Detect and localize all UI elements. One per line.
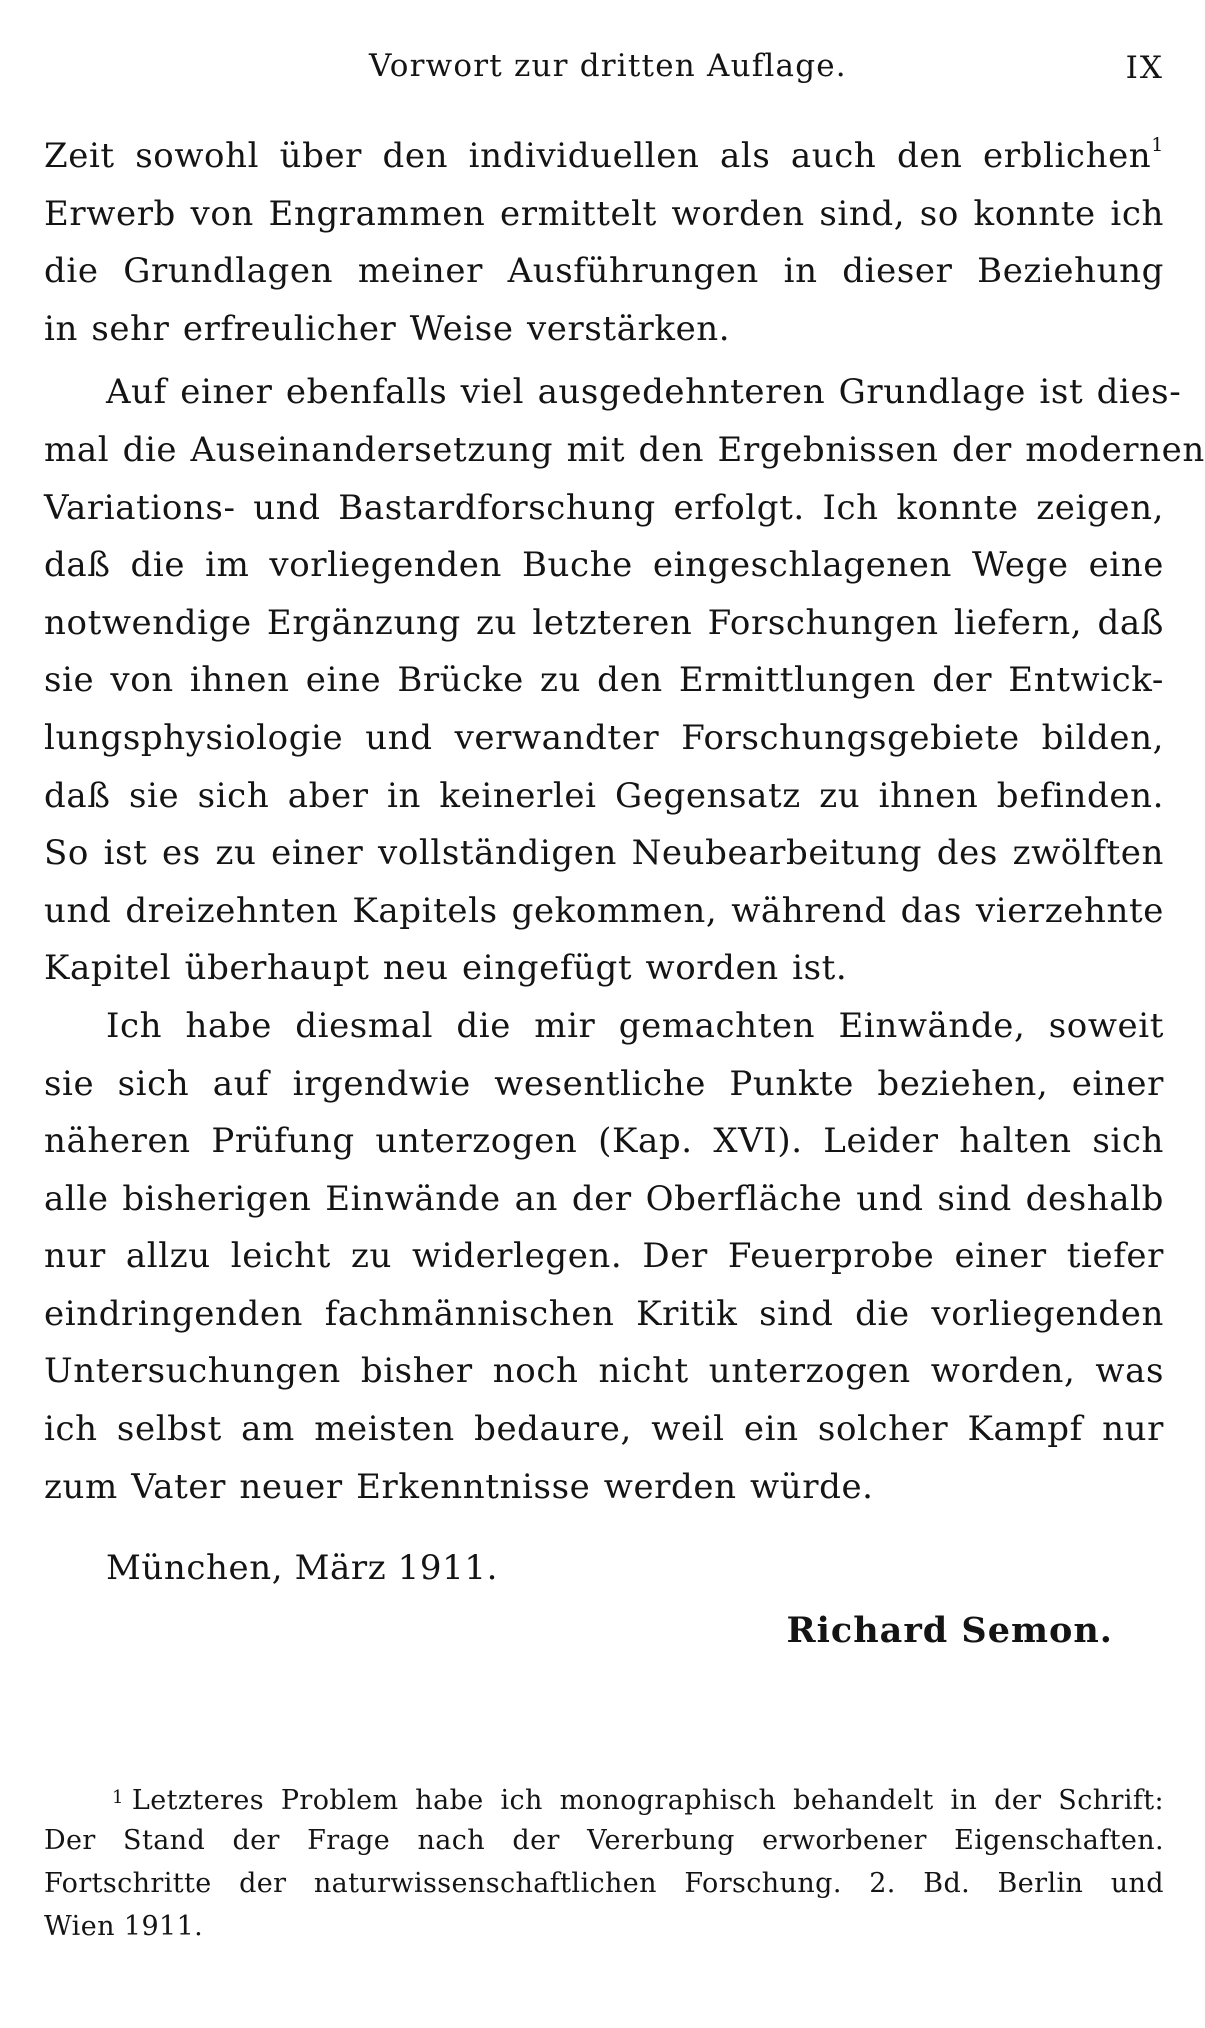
running-title: Vorwort zur dritten Auflage. bbox=[369, 48, 847, 84]
footnote-line: Wien 1911. bbox=[44, 1911, 204, 1942]
text-line: die Grundlagen meiner Ausführungen in dieser Beziehung bbox=[44, 251, 1164, 292]
text-line: in sehr erfreulicher Weise verstärken. bbox=[44, 308, 731, 349]
text-line: nur allzu leicht zu widerlegen. Der Feuerprobe einer tiefer bbox=[44, 1236, 1164, 1277]
text-line: Auf einer ebenfalls viel ausgedehnteren Grundlage ist dies- bbox=[106, 372, 1182, 413]
text-line: daß sie sich aber in keinerlei Gegensatz zu ihnen befinden. bbox=[44, 775, 1164, 816]
text-line: näheren Prüfung unterzogen (Kap. XVI). Leider halten sich bbox=[44, 1121, 1164, 1162]
text-line: alle bisherigen Einwände an der Oberfläche und sind deshalb bbox=[44, 1178, 1164, 1219]
text-line: sie sich auf irgendwie wesentliche Punkte beziehen, einer bbox=[44, 1063, 1164, 1104]
footnote-line: Der Stand der Frage nach der Vererbung erworbener Eigenschaften. bbox=[44, 1825, 1164, 1856]
text-line: lungsphysiologie und verwandter Forschungsgebiete bilden, bbox=[44, 717, 1164, 758]
text-line: Untersuchungen bisher noch nicht unterzogen worden, was bbox=[44, 1351, 1164, 1392]
text-line: ich selbst am meisten bedaure, weil ein solcher Kampf nur bbox=[44, 1409, 1164, 1450]
body-text bbox=[44, 128, 1205, 1516]
footnote-line: Fortschritte der naturwissenschaftlichen Forschung. 2. Bd. Berlin und bbox=[44, 1868, 1164, 1899]
author-signature: Richard Semon. bbox=[786, 1610, 1113, 1651]
footnote-reference: 1 bbox=[1151, 134, 1164, 156]
place-date: München, März 1911. bbox=[106, 1548, 498, 1588]
text-line: und dreizehnten Kapitels gekommen, während das vierzehnte bbox=[44, 890, 1164, 931]
footnote-line: $^1$ Letzteres Problem habe ich monographisch behandelt in der Schrift: bbox=[112, 1785, 1164, 1816]
page-number: IX bbox=[1125, 50, 1164, 86]
text-line: zum Vater neuer Erkenntnisse werden würde. bbox=[44, 1466, 874, 1507]
text-line: So ist es zu einer vollständigen Neubearbeitung des zwölften bbox=[44, 833, 1164, 874]
text-line: sie von ihnen eine Brücke zu den Ermittlungen der Entwick- bbox=[44, 660, 1164, 701]
footnote-marker: 1 bbox=[112, 1787, 124, 1808]
text-line: daß die im vorliegenden Buche eingeschlagenen Wege eine bbox=[44, 545, 1164, 586]
footnote bbox=[44, 1776, 1164, 1948]
text-line: eindringenden fachmännischen Kritik sind die vorliegenden bbox=[44, 1293, 1164, 1334]
running-head bbox=[44, 48, 1164, 98]
text-line: notwendige Ergänzung zu letzteren Forschungen liefern, daß bbox=[44, 602, 1164, 643]
text-line: Ich habe diesmal die mir gemachten Einwände, soweit bbox=[106, 1005, 1164, 1046]
text-line: Erwerb von Engrammen ermittelt worden sind, so konnte ich bbox=[44, 193, 1164, 234]
text-line: Variations- und Bastardforschung erfolgt. Ich konnte zeigen, bbox=[44, 487, 1164, 528]
text-line: Zeit sowohl über den individuellen als auch den erblichen$^1$ bbox=[44, 134, 1164, 176]
text-line: Kapitel überhaupt neu eingefügt worden ist. bbox=[44, 948, 848, 989]
text-line: mal die Auseinandersetzung mit den Ergebnissen der modernen bbox=[44, 429, 1205, 470]
